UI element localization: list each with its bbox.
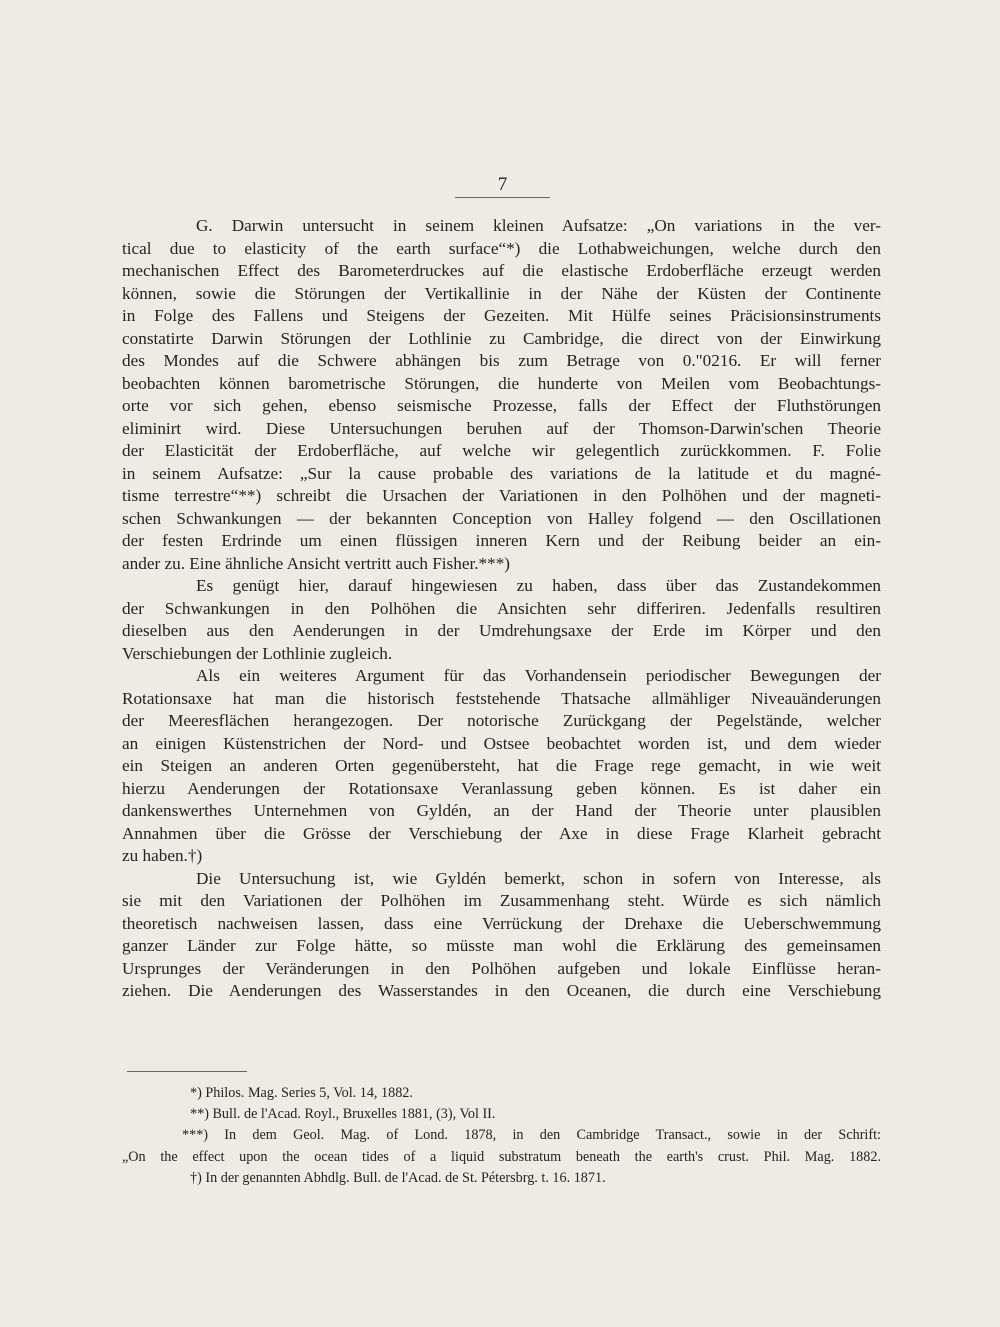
text-line: eliminirt wird. Diese Untersuchungen beruhen auf der Thomson-Darwin'schen Theorie (122, 418, 881, 438)
text-line: Die Untersuchung ist, wie Gyldén bemerkt, schon in sofern von Interesse, als (196, 868, 881, 888)
text-line: Annahmen über die Grösse der Verschiebung der Axe in diese Frage Klarheit gebracht (122, 823, 881, 843)
text-line: der Meeresflächen herangezogen. Der notorische Zurückgang der Pegelstände, welcher (122, 711, 881, 730)
text-line: Verschiebungen der Lothlinie zugleich. (122, 643, 393, 663)
text-line: in seinem Aufsatze: „Sur la cause probable des variations de la latitude et du magné- (122, 463, 881, 483)
text-line: des Mondes auf die Schwere abhängen bis zum Betrage von 0."0216. Er will ferner (122, 351, 881, 370)
text-line: zu haben.†) (122, 846, 203, 865)
text-line: Rotationsaxe hat man die historisch feststehende Thatsache allmähliger Niveauänderungen (122, 688, 881, 708)
footnote-line: ***) In dem Geol. Mag. of Lond. 1878, in den Cambridge Transact., sowie in der Schrift: (182, 1127, 881, 1144)
text-line: der Elasticität der Erdoberfläche, auf welche wir gelegentlich zurückkommen. F. Folie (122, 441, 881, 460)
text-line: dankenswerthes Unternehmen von Gyldén, an der Hand der Theorie unter plausiblen (122, 801, 881, 820)
text-line: schen Schwankungen — der bekannten Conception von Halley folgend — den Oscillationen (122, 508, 881, 528)
text-line: Es genügt hier, darauf hingewiesen zu haben, dass über das Zustandekommen (196, 576, 881, 595)
footnote-line: †) In der genannten Abhdlg. Bull. de l'Acad. de St. Pétersbrg. t. 16. 1871. (190, 1169, 606, 1186)
footnote-line: „On the effect upon the ocean tides of a liquid substratum beneath the earth's crust. Phil. Mag. 1882. (122, 1148, 881, 1165)
text-line: orte vor sich gehen, ebenso seismische Prozesse, falls der Effect der Fluthstörungen (122, 396, 881, 415)
text-line: Als ein weiteres Argument für das Vorhandensein periodischer Bewegungen der (196, 666, 881, 685)
text-line: in Folge des Fallens und Steigens der Gezeiten. Mit Hülfe seines Präcisionsinstruments (122, 306, 881, 325)
body-text (122, 215, 881, 1003)
text-line: Ursprunges der Veränderungen in den Polhöhen aufgeben und lokale Einflüsse heran- (122, 958, 881, 978)
text-line: tisme terrestre“**) schreibt die Ursachen der Variationen in den Polhöhen und der magneti- (122, 486, 881, 505)
text-line: ander zu. Eine ähnliche Ansicht vertritt auch Fisher.***) (122, 553, 511, 573)
footnotes (122, 1083, 881, 1189)
text-line: tical due to elasticity of the earth surface“*) die Lothabweichungen, welche durch den (122, 238, 881, 258)
text-line: dieselben aus den Aenderungen in der Umdrehungsaxe der Erde im Körper und den (122, 621, 881, 640)
text-line: beobachten können barometrische Störungen, die hunderte von Meilen vom Beobachtungs- (122, 373, 881, 393)
text-line: an einigen Küstenstrichen der Nord- und Ostsee beobachtet worden ist, und dem wieder (122, 733, 881, 753)
text-line: mechanischen Effect des Barometerdruckes auf die elastische Erdoberfläche erzeugt werden (122, 261, 881, 280)
page-number-rule (455, 197, 550, 198)
text-line: G. Darwin untersucht in seinem kleinen Aufsatze: „On variations in the ver- (196, 216, 881, 235)
text-line: der Schwankungen in den Polhöhen die Ansichten sehr differiren. Jedenfalls resultiren (122, 598, 881, 618)
text-line: hierzu Aenderungen der Rotationsaxe Veranlassung geben können. Es ist daher ein (122, 778, 881, 798)
text-line: ein Steigen an anderen Orten gegenübersteht, hat die Frage rege gemacht, in wie weit (122, 756, 881, 775)
page-number: 7 (497, 174, 508, 195)
footnote-line: **) Bull. de l'Acad. Royl., Bruxelles 1881, (3), Vol II. (190, 1106, 496, 1123)
text-line: ziehen. Die Aenderungen des Wasserstandes in den Oceanen, die durch eine Verschiebung (122, 981, 881, 1000)
text-line: theoretisch nachweisen lassen, dass eine Verrückung der Drehaxe die Ueberschwemmung (122, 913, 881, 933)
text-line: ganzer Länder zur Folge hätte, so müsste man wohl die Erklärung des gemeinsamen (122, 936, 881, 955)
footnote-rule (127, 1071, 247, 1072)
text-line: sie mit den Variationen der Polhöhen im Zusammenhang steht. Würde es sich nämlich (122, 891, 881, 910)
text-line: der festen Erdrinde um einen flüssigen inneren Kern und der Reibung beider an ein- (122, 531, 881, 550)
text-line: können, sowie die Störungen der Vertikallinie in der Nähe der Küsten der Continente (122, 283, 881, 303)
text-line: constatirte Darwin Störungen der Lothlinie zu Cambridge, die direct von der Einwirkung (122, 328, 881, 348)
footnote-line: *) Philos. Mag. Series 5, Vol. 14, 1882. (190, 1085, 413, 1101)
